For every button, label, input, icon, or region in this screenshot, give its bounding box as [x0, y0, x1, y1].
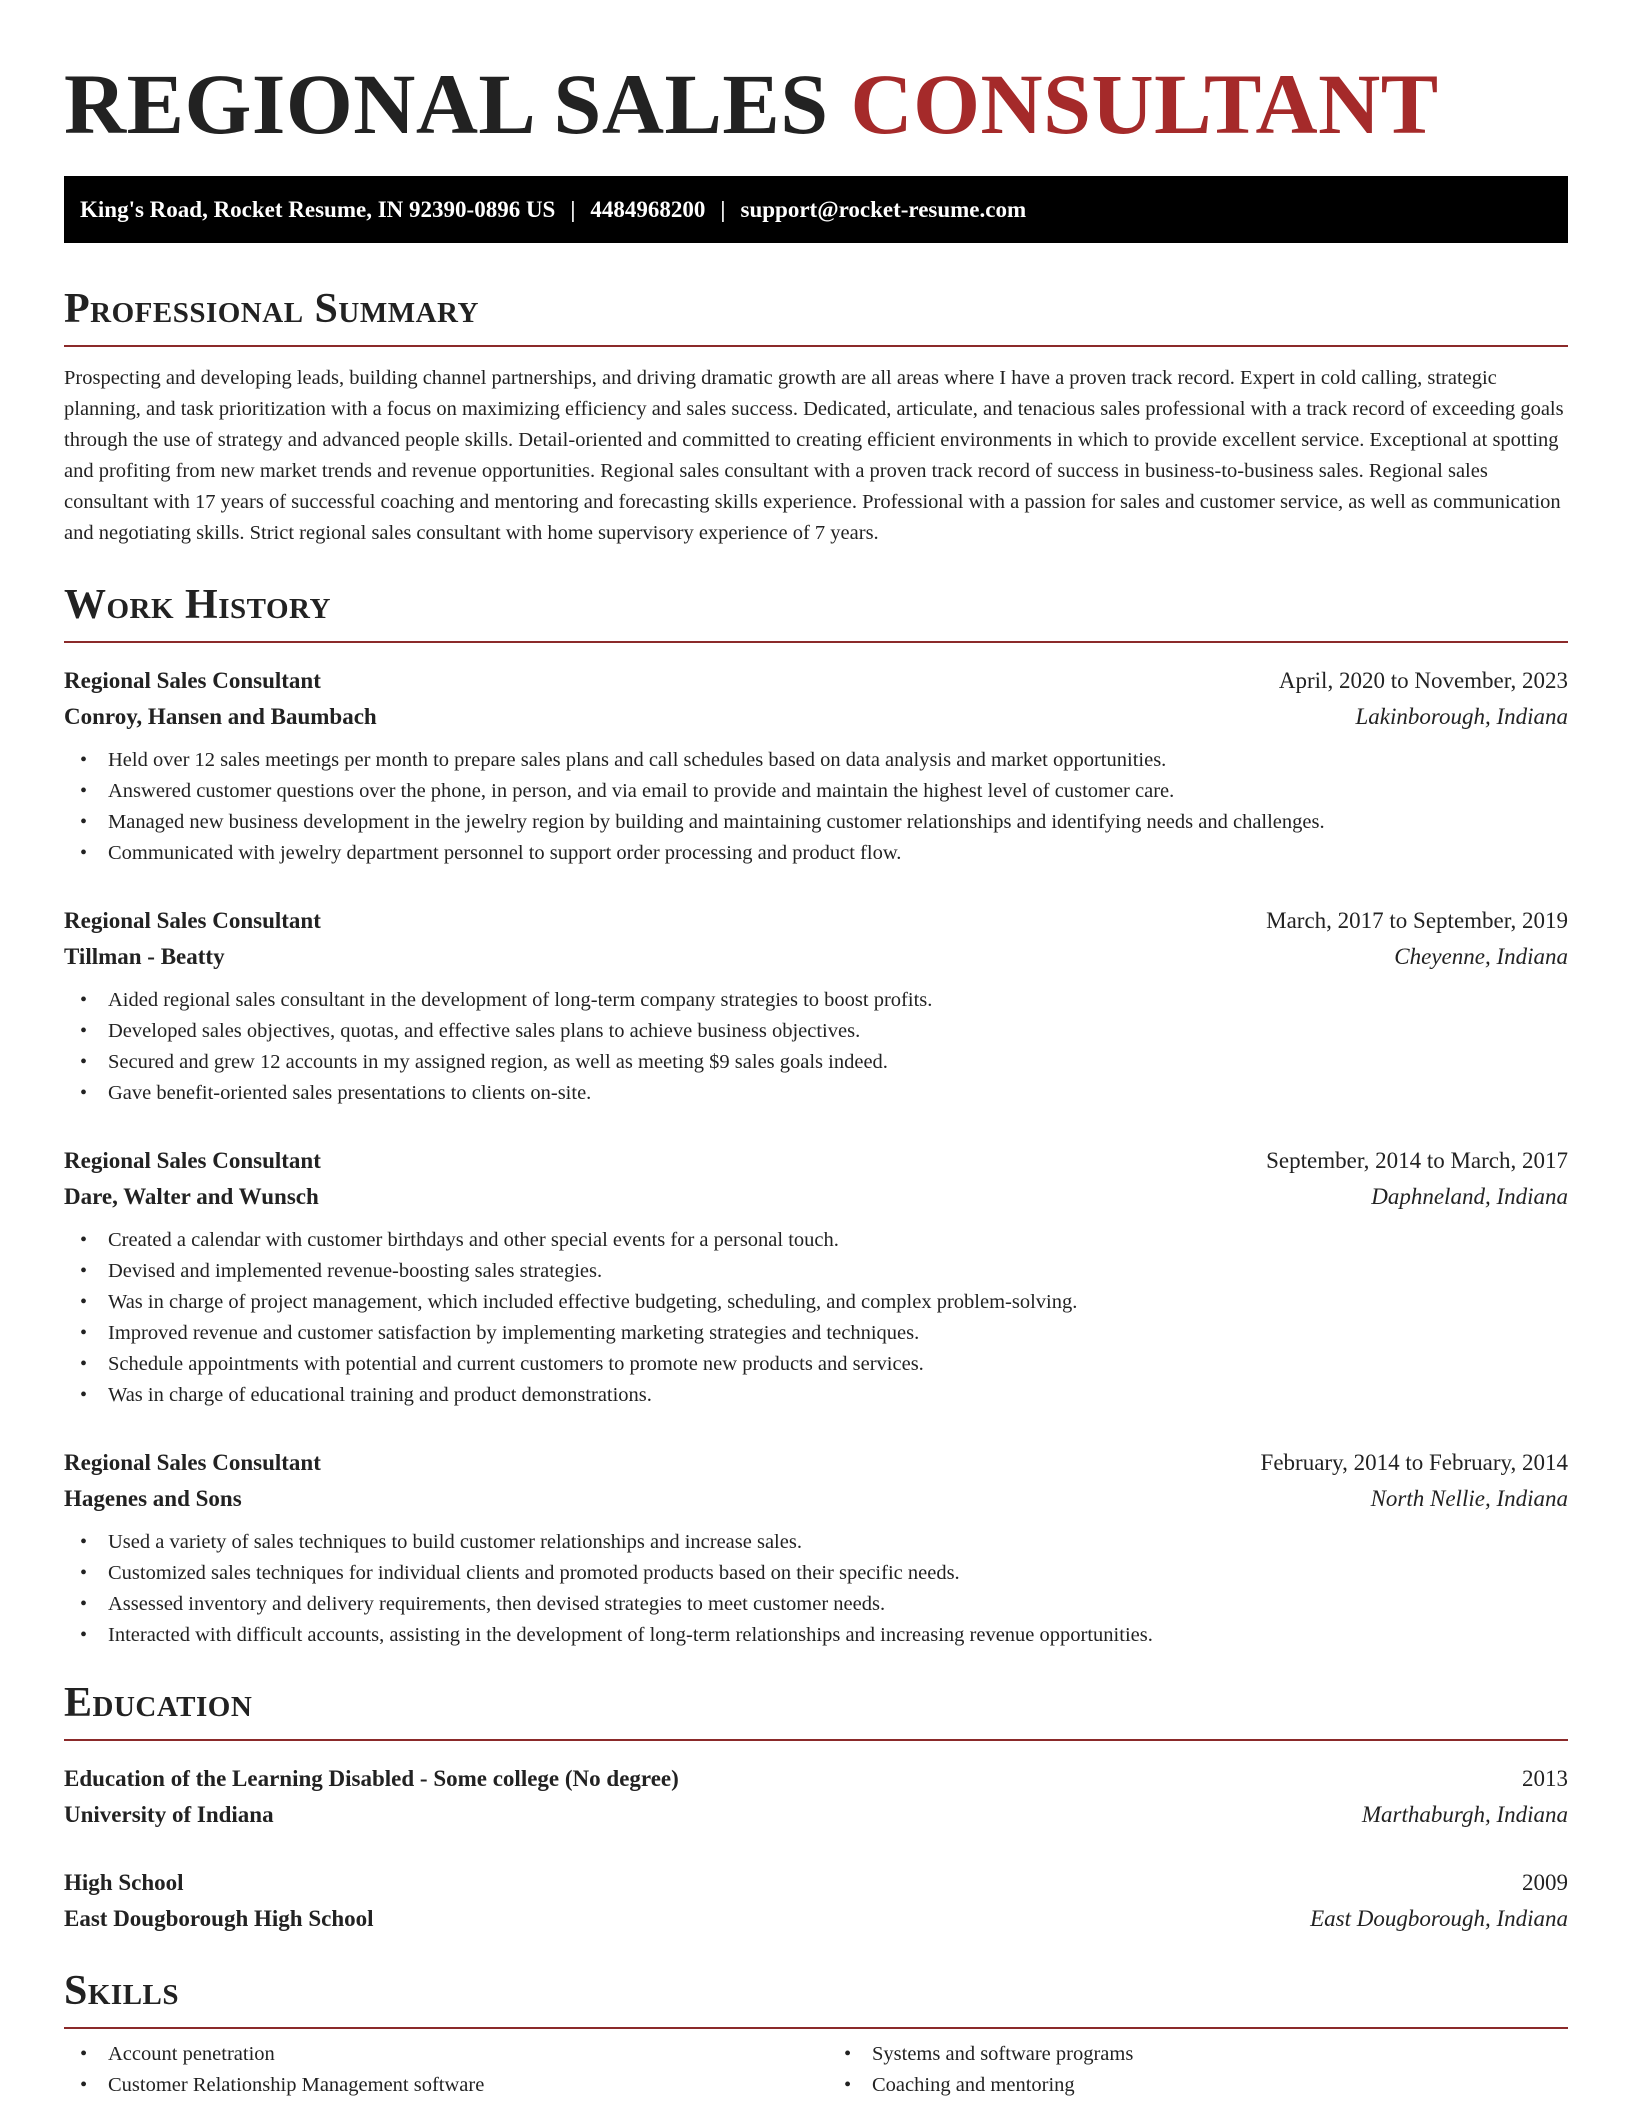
bullet-icon: • — [80, 2043, 88, 2065]
job-title: Regional Sales Consultant — [64, 1450, 321, 1475]
job-bullet-item — [80, 1016, 1568, 1047]
section-divider — [64, 2027, 1568, 2029]
skill-item — [80, 2039, 820, 2070]
contact-email: support@rocket-resume.com — [740, 196, 1027, 222]
job-entry — [64, 1143, 1568, 1411]
section-divider — [64, 1739, 1568, 1741]
skill-item — [844, 2039, 1584, 2070]
education-degree: High School — [64, 1870, 184, 1895]
job-bullet-item — [80, 1318, 1568, 1349]
education-year: 2009 — [1522, 1870, 1568, 1895]
job-bullets — [64, 745, 1568, 869]
section-divider — [64, 641, 1568, 643]
bullet-text: Secured and grew 12 accounts in my assigned region, as well as meeting $9 sales goals indeed. — [108, 1051, 888, 1073]
contact-separator: | — [570, 196, 576, 222]
title-accent: CONSULTANT — [850, 56, 1439, 152]
contact-bar — [64, 176, 1568, 243]
bullet-icon: • — [80, 2074, 88, 2096]
job-bullet-item — [80, 1620, 1568, 1651]
skill-item — [844, 2070, 1584, 2101]
bullet-icon: • — [80, 1531, 88, 1553]
job-bullets — [64, 1527, 1568, 1651]
bullet-icon: • — [80, 1353, 88, 1375]
bullet-icon: • — [80, 1291, 88, 1313]
skill-text: Account penetration — [108, 2043, 275, 2065]
bullet-text: Held over 12 sales meetings per month to prepare sales plans and call schedules based on data analysis and market opportunities. — [108, 749, 1167, 771]
bullet-icon: • — [844, 2043, 852, 2065]
job-header-row — [64, 1143, 1568, 1179]
bullet-icon: • — [80, 1322, 88, 1344]
work-history-section — [64, 579, 1568, 1651]
skills-column-left — [80, 2039, 820, 2101]
skill-text: Systems and software programs — [872, 2043, 1134, 2065]
job-bullet-item — [80, 745, 1568, 776]
job-bullet-item — [80, 985, 1568, 1016]
contact-phone: 4484968200 — [590, 196, 706, 222]
bullet-text: Devised and implemented revenue-boosting sales strategies. — [108, 1260, 603, 1282]
bullet-icon: • — [80, 1384, 88, 1406]
job-bullets — [64, 1225, 1568, 1411]
resume-content — [64, 54, 1568, 2101]
job-bullet-item — [80, 807, 1568, 838]
job-company-row — [64, 939, 1568, 975]
job-bullet-item — [80, 1256, 1568, 1287]
job-header-row — [64, 1445, 1568, 1481]
bullet-icon: • — [80, 989, 88, 1011]
education-school: University of Indiana — [64, 1802, 274, 1827]
job-company-row — [64, 1179, 1568, 1215]
job-location: Lakinborough, Indiana — [1355, 704, 1568, 729]
bullet-text: Developed sales objectives, quotas, and effective sales plans to achieve business objectives. — [108, 1020, 861, 1042]
bullet-icon: • — [80, 1229, 88, 1251]
education-location: East Dougborough, Indiana — [1310, 1906, 1568, 1931]
education-list — [64, 1761, 1568, 1937]
bullet-text: Was in charge of project management, which included effective budgeting, scheduling, and complex problem-solving. — [108, 1291, 1078, 1313]
job-company: Hagenes and Sons — [64, 1486, 242, 1511]
bullet-icon: • — [80, 749, 88, 771]
job-bullet-item — [80, 1047, 1568, 1078]
job-bullet-item — [80, 1349, 1568, 1380]
bullet-text: Used a variety of sales techniques to build customer relationships and increase sales. — [108, 1531, 802, 1553]
education-location: Marthaburgh, Indiana — [1361, 1802, 1568, 1827]
job-bullets — [64, 985, 1568, 1109]
job-bullet-item — [80, 1380, 1568, 1411]
skills-grid — [64, 2039, 1568, 2101]
resume-title — [64, 54, 1568, 154]
skills-section — [64, 1965, 1568, 2101]
education-school: East Dougborough High School — [64, 1906, 374, 1931]
bullet-icon: • — [80, 1051, 88, 1073]
skill-item — [80, 2070, 820, 2101]
bullet-icon: • — [80, 1020, 88, 1042]
job-dates: September, 2014 to March, 2017 — [1266, 1148, 1568, 1173]
bullet-icon: • — [844, 2074, 852, 2096]
job-company: Conroy, Hansen and Baumbach — [64, 704, 377, 729]
job-bullet-item — [80, 1558, 1568, 1589]
skill-text: Customer Relationship Management software — [108, 2074, 485, 2096]
bullet-text: Communicated with jewelry department personnel to support order processing and product flow. — [108, 842, 902, 864]
contact-address: King's Road, Rocket Resume, IN 92390-0896 US — [80, 196, 556, 222]
bullet-icon: • — [80, 1624, 88, 1646]
job-bullet-item — [80, 1078, 1568, 1109]
section-heading: Skills — [64, 1968, 180, 2014]
education-entry — [64, 1761, 1568, 1833]
professional-summary-section — [64, 283, 1568, 549]
education-school-row — [64, 1797, 1568, 1833]
job-location: Cheyenne, Indiana — [1394, 944, 1568, 969]
education-header-row — [64, 1865, 1568, 1901]
job-company-row — [64, 699, 1568, 735]
job-bullet-item — [80, 1287, 1568, 1318]
bullet-icon: • — [80, 1260, 88, 1282]
job-title: Regional Sales Consultant — [64, 668, 321, 693]
bullet-text: Assessed inventory and delivery requirements, then devised strategies to meet customer needs. — [108, 1593, 886, 1615]
job-list — [64, 663, 1568, 1651]
job-entry — [64, 903, 1568, 1109]
job-title: Regional Sales Consultant — [64, 908, 321, 933]
job-location: Daphneland, Indiana — [1371, 1184, 1568, 1209]
job-bullet-item — [80, 1589, 1568, 1620]
job-title: Regional Sales Consultant — [64, 1148, 321, 1173]
bullet-text: Interacted with difficult accounts, assisting in the development of long-term relationships and increasing revenue opportunities. — [108, 1624, 1153, 1646]
bullet-icon: • — [80, 1593, 88, 1615]
title-main: REGIONAL SALES — [64, 56, 829, 152]
job-dates: April, 2020 to November, 2023 — [1278, 668, 1568, 693]
education-degree: Education of the Learning Disabled - Some college (No degree) — [64, 1766, 679, 1791]
bullet-text: Schedule appointments with potential and current customers to promote new products and services. — [108, 1353, 924, 1375]
bullet-icon: • — [80, 780, 88, 802]
education-year: 2013 — [1522, 1766, 1568, 1791]
job-bullet-item — [80, 838, 1568, 869]
bullet-text: Customized sales techniques for individual clients and promoted products based on their specific needs. — [108, 1562, 960, 1584]
job-company: Tillman - Beatty — [64, 944, 225, 969]
bullet-text: Was in charge of educational training and product demonstrations. — [108, 1384, 652, 1406]
job-dates: March, 2017 to September, 2019 — [1266, 908, 1568, 933]
job-bullet-item — [80, 776, 1568, 807]
bullet-icon: • — [80, 1082, 88, 1104]
contact-separator: | — [720, 196, 726, 222]
section-heading: Work History — [64, 582, 331, 628]
bullet-icon: • — [80, 1562, 88, 1584]
job-bullet-item — [80, 1527, 1568, 1558]
section-heading: Professional Summary — [64, 286, 479, 332]
job-entry — [64, 1445, 1568, 1651]
bullet-text: Answered customer questions over the phone, in person, and via email to provide and maintain the highest level of customer care. — [108, 780, 1175, 802]
bullet-text: Improved revenue and customer satisfaction by implementing marketing strategies and techniques. — [108, 1322, 920, 1344]
section-divider — [64, 345, 1568, 347]
bullet-text: Aided regional sales consultant in the development of long-term company strategies to boost profits. — [108, 989, 933, 1011]
education-section — [64, 1677, 1568, 1937]
job-location: North Nellie, Indiana — [1370, 1486, 1568, 1511]
bullet-icon: • — [80, 842, 88, 864]
education-header-row — [64, 1761, 1568, 1797]
job-dates: February, 2014 to February, 2014 — [1260, 1450, 1568, 1475]
section-heading: Education — [64, 1680, 253, 1726]
job-bullet-item — [80, 1225, 1568, 1256]
bullet-text: Created a calendar with customer birthdays and other special events for a personal touch. — [108, 1229, 839, 1251]
education-entry — [64, 1865, 1568, 1937]
job-header-row — [64, 903, 1568, 939]
job-company-row — [64, 1481, 1568, 1517]
skill-text: Coaching and mentoring — [872, 2074, 1075, 2096]
bullet-text: Gave benefit-oriented sales presentations to clients on-site. — [108, 1082, 592, 1104]
bullet-text: Managed new business development in the jewelry region by building and maintaining customer relationships and identifying needs and challenges. — [108, 811, 1325, 833]
summary-text: Prospecting and developing leads, building channel partnerships, and driving dramatic growth are all areas where I have a proven track record. Expert in cold calling, strategic planning, and task prioritization with a focus on maximizing efficiency and sales success. Dedicated, articulate, and tenacious sales professional with a track record of exceeding goals through the use of strategy and advanced people skills. Detail-oriented and committed to creating efficient environments in which to provide excellent service. Exceptional at spotting and profiting from new market trends and revenue opportunities. Regional sales consultant with a proven track record of success in business-to-business sales. Regional sales consultant with 17 years of successful coaching and mentoring and forecasting skills experience. Professional with a passion for sales and customer service, as well as communication and negotiating skills. Strict regional sales consultant with home supervisory experience of 7 years. — [64, 367, 1564, 544]
skills-column-right — [844, 2039, 1584, 2101]
job-entry — [64, 663, 1568, 869]
job-header-row — [64, 663, 1568, 699]
bullet-icon: • — [80, 811, 88, 833]
education-school-row — [64, 1901, 1568, 1937]
job-company: Dare, Walter and Wunsch — [64, 1184, 319, 1209]
